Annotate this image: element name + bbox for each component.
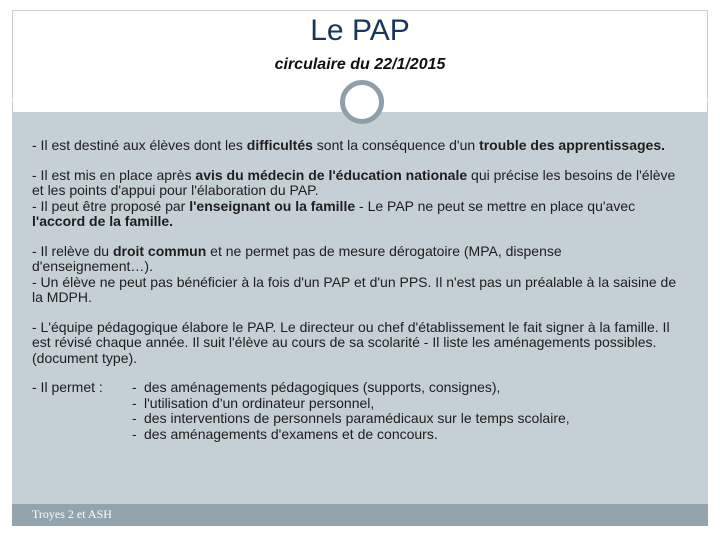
list-item: - Il permet : - des aménagements pédagogiques (supports, consignes), bbox=[32, 379, 501, 395]
paragraph-common-law: - Il relève du droit commun et ne permet pas de mesure dérogatoire (MPA, dispense d'enseignement…). - Un élève ne peut pas bénéficier à la fois d'un PAP et d'un PPS. Il n'est pas un préalable à la saisine de la MDPH. bbox=[32, 242, 677, 305]
body-text bbox=[32, 138, 682, 442]
list-item: - l'utilisation d'un ordinateur personnel, bbox=[132, 394, 375, 411]
list-lead: - Il permet : bbox=[32, 379, 103, 395]
slide-title: Le PAP bbox=[310, 14, 410, 47]
list-item: - des aménagements d'examens et de concours. bbox=[132, 425, 438, 442]
permits-list bbox=[32, 380, 682, 442]
list-item: - des interventions de personnels paramédicaux sur le temps scolaire, bbox=[132, 410, 570, 426]
paragraph-target-students: - Il est destiné aux élèves dont les difficultés sont la conséquence d'un trouble des apprentissages. bbox=[32, 137, 666, 153]
footer-bar bbox=[12, 504, 708, 526]
paragraph-setup: - Il est mis en place après avis du médecin de l'éducation nationale qui précise les besoins de l'élève et les points d'appui pour l'élaboration du PAP. - Il peut être proposé par l'enseignant ou la famille - Le PAP ne peut se mettre en place qu'avec l'accord de la famille. bbox=[32, 166, 676, 229]
footer-text: Troyes 2 et ASH bbox=[32, 507, 112, 521]
circle-ornament bbox=[340, 80, 384, 124]
slide-subtitle: circulaire du 22/1/2015 bbox=[274, 56, 446, 73]
paragraph-team: - L'équipe pédagogique élabore le PAP. Le directeur ou chef d'établissement le fait signer à la famille. Il est révisé chaque année. Il suit l'élève au cours de sa scolarité - Il liste les aménagements possibles. (document type). bbox=[32, 318, 670, 366]
